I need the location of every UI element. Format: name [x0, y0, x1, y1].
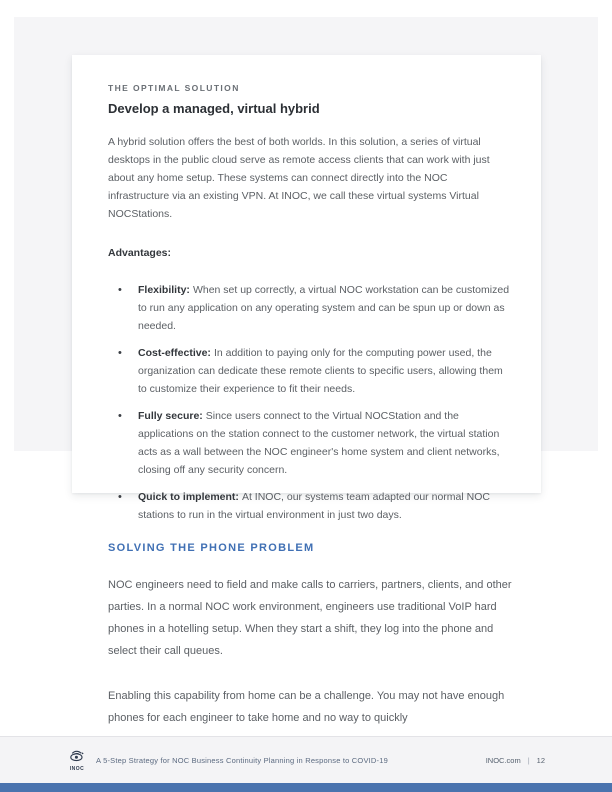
bullet-text: In addition to paying only for the computing power used, the organization can dedicate these remote clients to specific users, allowing them to customize their experience to fit their needs. — [138, 347, 503, 395]
inoc-eye-icon — [68, 749, 86, 767]
section-paragraph-1: NOC engineers need to field and make calls to carriers, partners, clients, and other parties. In a normal NOC work environment, engineers use traditional VoIP hard phones in a hotelling setup. When they start a shift, they log into the phone and select their call queues. — [108, 579, 512, 657]
card-eyebrow: THE OPTIMAL SOLUTION — [108, 83, 240, 93]
bullet-lead: Fully secure: — [138, 410, 203, 422]
bullet-text: Since users connect to the Virtual NOCStation and the applications on the station connect to the customer network, the virtual station acts as a wall between the NOC engineer's home system and client networks, closing off any security concern. — [138, 410, 500, 476]
bullet-text: At INOC, our systems team adapted our normal NOC stations to run in the virtual environment in just two days. — [138, 491, 490, 521]
bullet-lead: Quick to implement: — [138, 491, 239, 503]
bottom-accent-bar — [0, 783, 612, 792]
card-paragraph: A hybrid solution offers the best of both worlds. In this solution, a series of virtual desktops in the public cloud serve as remote access clients that can work with just about any home setup. These systems can connect directly into the NOC infrastructure via an existing VPN. At INOC, we call these virtual systems Virtual NOCStations. — [108, 136, 490, 220]
footer-site: INOC.com — [485, 755, 521, 765]
card-title: Develop a managed, virtual hybrid — [108, 101, 320, 116]
footer-doc-title: A 5-Step Strategy for NOC Business Continuity Planning in Response to COVID-19 — [96, 755, 388, 765]
advantages-list — [108, 281, 510, 524]
footer-separator: | — [527, 755, 530, 765]
inoc-logo — [68, 749, 86, 772]
bullet-lead: Flexibility: — [138, 284, 190, 296]
list-item — [108, 344, 510, 398]
footer-page-number: 12 — [536, 755, 545, 765]
list-item — [108, 281, 510, 335]
bullet-text: When set up correctly, a virtual NOC workstation can be customized to run any application on any operating system and can be spun up or down as needed. — [138, 284, 510, 332]
inoc-logo-text: INOC — [69, 765, 85, 772]
solution-card — [72, 55, 541, 521]
section-paragraph-2: Enabling this capability from home can be a challenge. You may not have enough phones for each engineer to take home and no way to quickly — [108, 690, 505, 724]
list-item — [108, 407, 510, 479]
advantages-label: Advantages: — [108, 247, 172, 259]
footer-right — [486, 756, 545, 765]
list-item — [108, 488, 510, 524]
section-heading: SOLVING THE PHONE PROBLEM — [108, 542, 315, 554]
page-footer — [0, 736, 612, 783]
phone-problem-section — [108, 542, 512, 752]
bullet-lead: Cost-effective: — [138, 347, 211, 359]
